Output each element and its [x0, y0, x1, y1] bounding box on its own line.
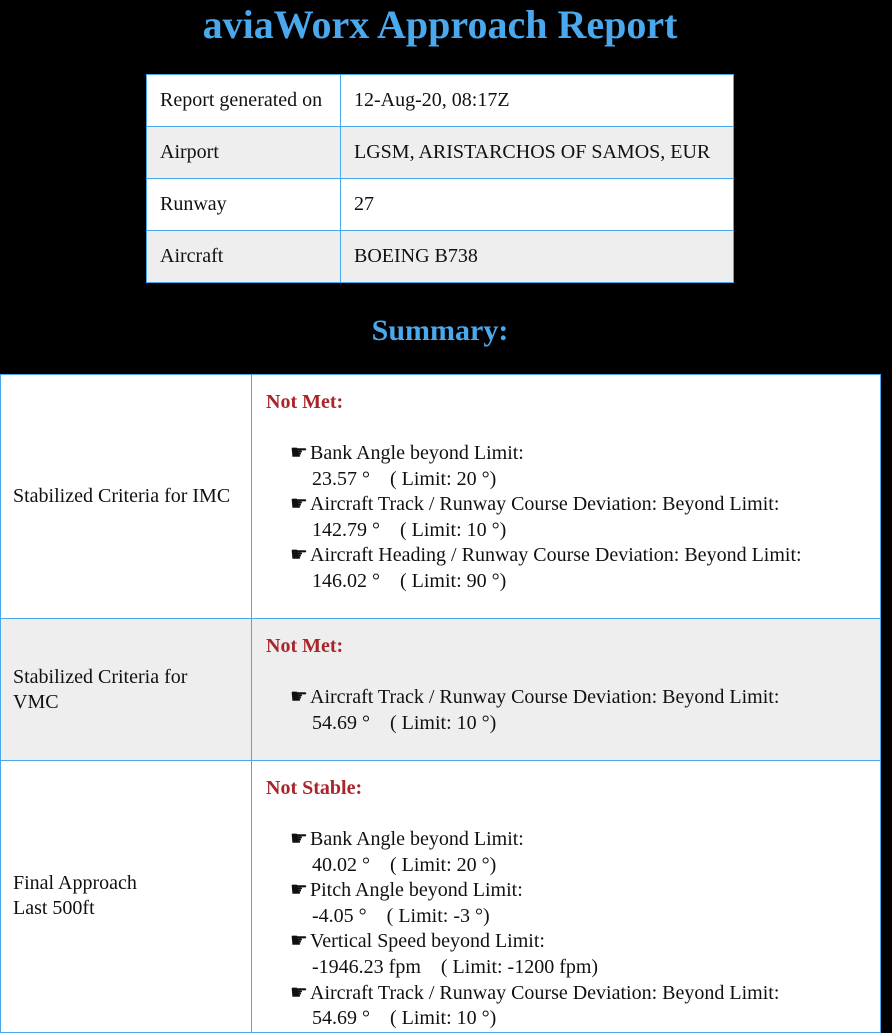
status-label: Not Stable:	[266, 777, 363, 799]
item-value-line	[310, 518, 868, 544]
info-row-airport	[147, 127, 734, 179]
item-value-line	[310, 1006, 868, 1032]
pointing-hand-icon: ☛	[290, 544, 308, 567]
criterion-cell	[1, 761, 252, 1033]
pointing-hand-icon: ☛	[290, 981, 308, 1004]
item-limit: ( Limit: -1200 fpm)	[440, 955, 599, 978]
info-label: Aircraft	[147, 231, 341, 283]
item-value-line	[310, 904, 868, 930]
info-row-runway	[147, 179, 734, 231]
item-name: Bank Angle beyond Limit:	[310, 828, 524, 850]
info-value: 27	[341, 179, 734, 231]
pointing-hand-icon: ☛	[290, 442, 308, 464]
item-limit: ( Limit: 10 °)	[400, 518, 507, 541]
item-value-line	[310, 711, 868, 737]
deviation-list	[266, 441, 868, 595]
item-value-line	[310, 467, 868, 493]
status-label: Not Met:	[266, 635, 344, 657]
list-item	[290, 878, 868, 929]
criterion-label-line-1: Stabilized Criteria for	[13, 665, 188, 688]
pointing-hand-icon: ☛	[290, 686, 308, 708]
list-item	[290, 543, 868, 594]
report-info-table	[146, 74, 734, 283]
summary-row-vmc	[1, 619, 881, 761]
details-cell	[252, 619, 881, 761]
criterion-label-line-1: Final Approach	[13, 872, 137, 895]
list-item	[290, 827, 868, 878]
criterion-label-line-2: Last 500ft	[13, 897, 95, 920]
criterion-cell	[1, 375, 252, 619]
item-name: Vertical Speed beyond Limit:	[310, 930, 545, 953]
item-name: Aircraft Heading / Runway Course Deviation: Beyond Limit:	[310, 544, 802, 567]
details-cell	[252, 375, 881, 619]
item-limit: ( Limit: 20 °)	[390, 853, 497, 876]
info-label: Report generated on	[147, 75, 341, 127]
pointing-hand-icon: ☛	[290, 493, 308, 516]
deviation-list	[266, 685, 868, 736]
item-name: Aircraft Track / Runway Course Deviation: Beyond Limit:	[310, 981, 780, 1004]
info-row-generated	[147, 75, 734, 127]
item-limit: ( Limit: 20 °)	[390, 467, 497, 490]
info-row-aircraft	[147, 231, 734, 283]
list-item	[290, 929, 868, 980]
item-value-line	[310, 853, 868, 879]
criterion-label-line-2: VMC	[13, 690, 59, 713]
info-value: LGSM, ARISTARCHOS OF SAMOS, EUR	[341, 127, 734, 179]
summary-row-imc	[1, 375, 881, 619]
item-limit: ( Limit: 90 °)	[400, 569, 507, 592]
item-limit: ( Limit: 10 °)	[390, 711, 497, 734]
item-limit: ( Limit: 10 °)	[390, 1007, 497, 1030]
item-value: 54.69 °	[312, 711, 370, 734]
item-value: 142.79 °	[312, 518, 380, 541]
item-value: -1946.23 fpm	[312, 955, 421, 978]
item-limit: ( Limit: -3 °)	[386, 904, 490, 927]
report-title: aviaWorx Approach Report	[202, 2, 678, 47]
pointing-hand-icon: ☛	[290, 879, 308, 902]
summary-heading: Summary:	[371, 314, 509, 347]
status-label: Not Met:	[266, 391, 344, 413]
info-value: 12-Aug-20, 08:17Z	[341, 75, 734, 127]
list-item	[290, 492, 868, 543]
info-value: BOEING B738	[341, 231, 734, 283]
info-label: Airport	[147, 127, 341, 179]
summary-row-final-approach	[1, 761, 881, 1033]
list-item	[290, 981, 868, 1032]
deviation-list	[266, 827, 868, 1032]
summary-table	[0, 374, 881, 1033]
item-name: Aircraft Track / Runway Course Deviation: Beyond Limit:	[310, 493, 780, 516]
criterion-label: Stabilized Criteria for IMC	[13, 485, 231, 507]
item-value-line	[310, 569, 868, 595]
item-value: 54.69 °	[312, 1007, 370, 1030]
item-value-line	[310, 955, 868, 981]
item-value: -4.05 °	[312, 904, 367, 927]
details-cell	[252, 761, 881, 1033]
item-name: Bank Angle beyond Limit:	[310, 442, 524, 464]
pointing-hand-icon: ☛	[290, 930, 308, 953]
info-label: Runway	[147, 179, 341, 231]
item-value: 23.57 °	[312, 467, 370, 490]
pointing-hand-icon: ☛	[290, 828, 308, 850]
list-item	[290, 685, 868, 736]
item-value: 40.02 °	[312, 853, 370, 876]
list-item	[290, 441, 868, 492]
item-value: 146.02 °	[312, 569, 380, 592]
item-name: Pitch Angle beyond Limit:	[310, 879, 523, 902]
item-name: Aircraft Track / Runway Course Deviation: Beyond Limit:	[310, 686, 780, 708]
criterion-cell	[1, 619, 252, 761]
